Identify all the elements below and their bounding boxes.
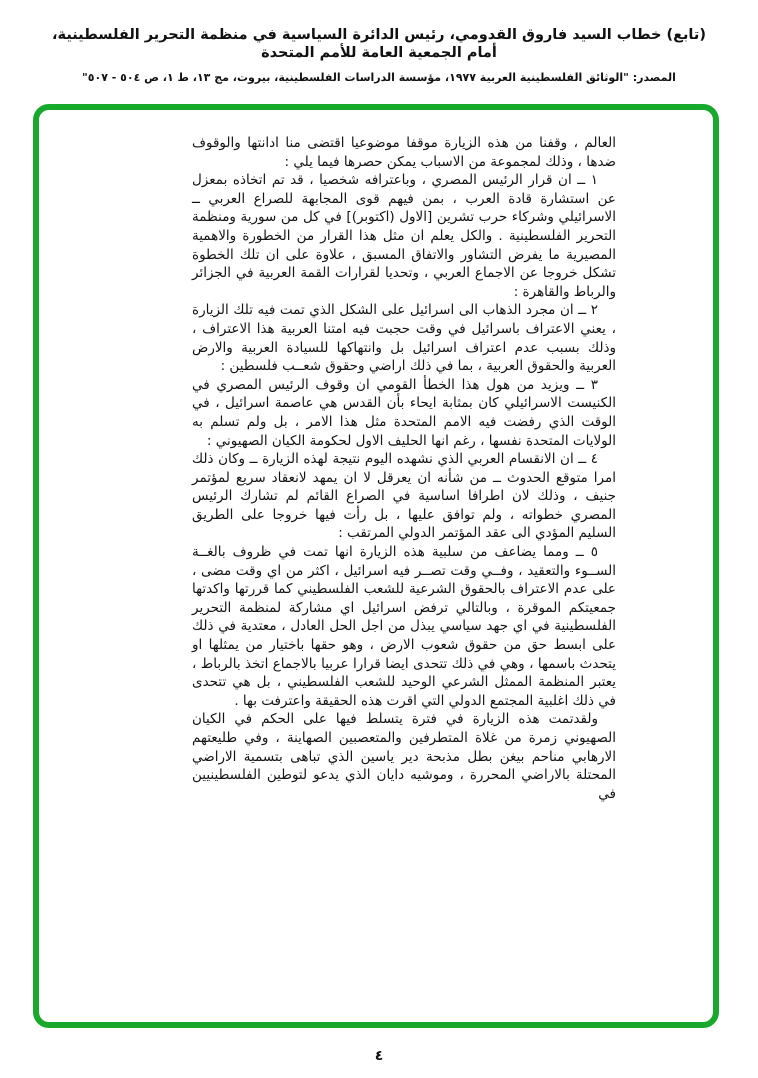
paragraph-point-3: ٣ ــ ويزيد من هول هذا الخطأ القومي ان وقوف الرئيس المصري في الكنيست الاسرائيلي كان بمثابة ايحاء بأن القدس هي عاصمة اسرائيل ، في الوقت الذي رفضت فيه الامم المتحدة مثل هذا الامر ، بل ولم تسلم به الولايات المتحدة نفسها ، رغم انها الحليف الاول لحكومة الكيان الصهيوني : [192,376,616,449]
paragraph-point-1: ١ ــ ان قرار الرئيس المصري ، وباعترافه شخصيا ، قد تم اتخاذه بمعزل عن استشارة قادة العرب ، بمن فيهم قوى المجابهة للصراع العربي ــ الاسرائيلي وشركاء حرب تشرين [الاول (اكتوبر)] في كل من سورية ومنظمة التحرير الفلسطينية . والكل يعلم ان مثل هذا القرار من الخطورة والاهمية المصيرية ما يفرض التشاور والاتفاق المسبق ، علاوة على ان تلك الخطوة تشكل خروجا عن الاجماع العربي ، وتحديا لقرارات القمة العربية في الجزائر والرباط والقاهرة : [192,172,616,300]
document-title: (تابع) خطاب السيد فاروق القدومي، رئيس الدائرة السياسية في منظمة التحرير الفلسطينية، أمام الجمعية العامة للأمم المتحدة [52,27,706,62]
document-header [0,26,758,84]
paragraph-point-5: ٥ ــ ومما يضاعف من سلبية هذه الزيارة انها تمت في ظروف بالغــة الســوء والتعقيد ، وفــي وقت تصــر فيه اسرائيل ، اكثر من اي وقت مضى ، على عدم الاعتراف بالحقوق الشرعية للشعب الفلسطيني كما قررتها واكدتها جمعيتكم الموقرة ، وبالتالي ترفض اسرائيل اي مشاركة لمنظمة التحرير الفلسطينية في اي جهد سياسي يبذل من اجل الحل العادل ، معتدية في ذلك على ابسط حق من حقوق شعوب الارض ، وهو حقها باختيار من يمثلها او يتحدث باسمها ، وهي في ذلك تتحدى ايضا قرارا عربيا بالاجماع اتخذ بالرباط ، يعتبر المنظمة الممثل الشرعي الوحيد للشعب الفلسطيني ، بل هي تتحدى في ذلك اغلبية المجتمع الدولي التي اقرت هذه الحقيقة واعترفت بها . [192,544,616,709]
paragraph-point-2: ٢ ــ ان مجرد الذهاب الى اسرائيل على الشكل الذي تمت فيه تلك الزيارة ، يعني الاعتراف باسرائيل في وقت حجبت فيه امتنا العربية هذا الاعتراف ، وذلك بسبب عدم اعتراف اسرائيل بل وانتهاكها للسيادة العربية والارض العربية والحقوق العربية ، بما في ذلك اراضي وحقوق شعــب فلسطين : [192,302,616,375]
paragraph-intro: العالم ، وقفنا من هذه الزيارة موقفا موضوعيا اقتضى منا ادانتها والوقوف ضدها ، وذلك لمجموعة من الاسباب يمكن حصرها فيما يلي : [192,135,616,170]
paragraph-closing: ولقدتمت هذه الزيارة في فترة يتسلط فيها على الحكم في الكيان الصهيوني زمرة من غلاة المتطرفين والمتعصبين الصهاينة ، وفي طليعتهم الارهابي مناحم بيغن بطل مذبحة دير ياسين الذي تباهى بتسمية الاراضي المحتلة بالاراضي المحررة ، وموشيه دايان الذي يدعو لتوطين الفلسطينيين في [192,711,616,802]
document-body [192,134,616,803]
document-source-citation: المصدر: "الوثائق الفلسطينية العربية ١٩٧٧، مؤسسة الدراسات الفلسطينية، بيروت، مج ١٣، ط ١، ص ٥٠٤ - ٥٠٧" [82,71,676,85]
paragraph-point-4: ٤ ــ ان الانقسام العربي الذي نشهده اليوم نتيجة لهذه الزيارة ــ وكان ذلك امرا متوقع الحدوث ــ من شأنه ان يعرقل لا ان يمهد لانعقاد سريع لمؤتمر جنيف ، وذلك لان اطرافا اساسية في الصراع القائم لم تشارك الرئيس المصري خطواته ، ولم توافق عليها ، بل رأت فيها خروجا على الطريق السليم المؤدي الى عقد المؤتمر الدولي المرتقب : [192,451,616,542]
page-number: ٤ [374,1048,384,1064]
